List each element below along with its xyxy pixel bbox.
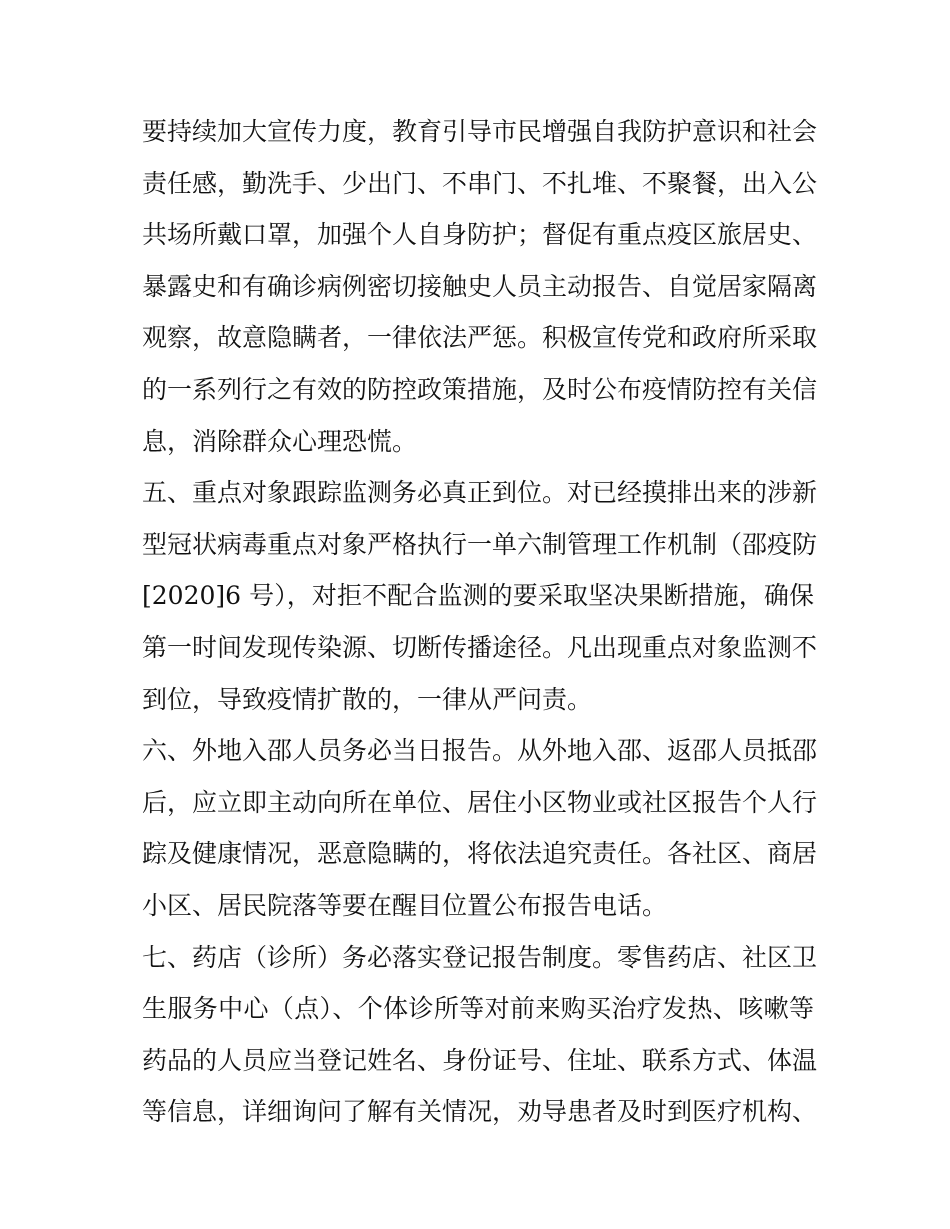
text-line: 小区、居民院落等要在醒目位置公布报告电话。 <box>142 890 668 920</box>
text-line: 到位，导致疫情扩散的，一律从严问责。 <box>142 684 593 714</box>
section-six-heading-line: 六、外地入邵人员务必当日报告。从外地入邵、返邵人员抵邵 <box>142 736 818 766</box>
text-line: 生服务中心（点）、个体诊所等对前来购买治疗发热、咳嗽等 <box>142 994 814 1024</box>
text-line: 要持续加大宣传力度，教育引导市民增强自我防护意识和社会 <box>142 117 818 146</box>
section-seven-heading-line: 七、药店（诊所）务必落实登记报告制度。零售药店、社区卫 <box>142 942 818 972</box>
section-five-heading-line: 五、重点对象跟踪监测务必真正到位。对已经摸排出来的涉新 <box>142 478 818 508</box>
text-line: 观察，故意隐瞒者，一律依法严惩。积极宣传党和政府所采取 <box>142 323 818 353</box>
text-line: 型冠状病毒重点对象严格执行一单六制管理工作机制（邵疫防 <box>142 529 818 559</box>
text-line: 的一系列行之有效的防控政策措施，及时公布疫情防控有关信 <box>142 374 818 404</box>
body-text <box>142 106 818 1138</box>
text-line: 药品的人员应当登记姓名、身份证号、住址、联系方式、体温 <box>142 1045 818 1075</box>
text-line: 共场所戴口罩，加强个人自身防护；督促有重点疫区旅居史、 <box>142 220 818 250</box>
text-line: 责任感，勤洗手、少出门、不串门、不扎堆、不聚餐，出入公 <box>142 168 818 198</box>
text-line: 暴露史和有确诊病例密切接触史人员主动报告、自觉居家隔离 <box>142 271 818 301</box>
text-line: 后，应立即主动向所在单位、居住小区物业或社区报告个人行 <box>142 787 818 817</box>
text-line: 等信息，详细询问了解有关情况，劝导患者及时到医疗机构、 <box>142 1097 818 1127</box>
text-line: 踪及健康情况，恶意隐瞒的，将依法追究责任。各社区、商居 <box>142 839 818 869</box>
text-line: 息，消除群众心理恐慌。 <box>142 426 418 456</box>
text-line: [2020]6 号），对拒不配合监测的要采取坚决果断措施，确保 <box>142 581 814 611</box>
text-line: 第一时间发现传染源、切断传播途径。凡出现重点对象监测不 <box>142 632 818 662</box>
